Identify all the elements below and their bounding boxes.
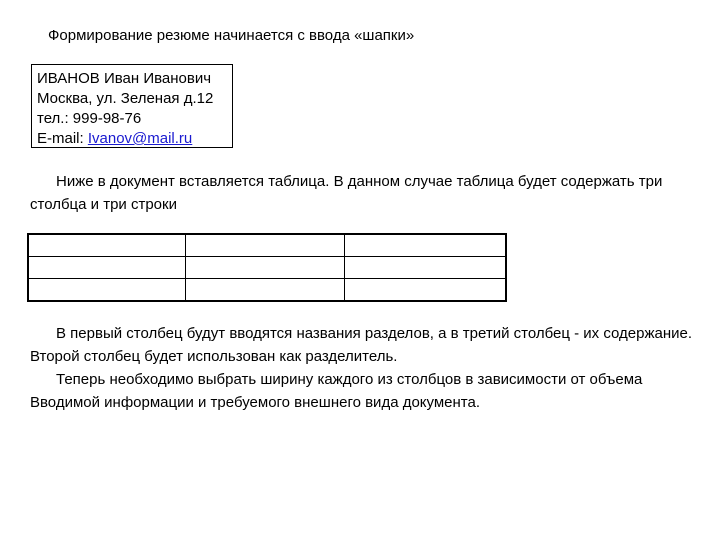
empty-resume-table <box>27 233 507 302</box>
resume-header-box <box>31 64 233 148</box>
table-cell[interactable] <box>28 257 186 279</box>
table-row <box>28 279 506 302</box>
table-intro-paragraph: Ниже в документ вставляется таблица. В данном случае таблица будет содержать три столбца и три строки <box>30 173 663 213</box>
resume-name: ИВАНОВ Иван Иванович <box>37 70 212 87</box>
table-cell[interactable] <box>345 257 507 279</box>
table-cell[interactable] <box>186 257 345 279</box>
table-cell[interactable] <box>186 234 345 257</box>
resume-address: Москва, ул. Зеленая д.12 <box>37 90 214 107</box>
table-cell[interactable] <box>345 279 507 302</box>
resume-email-link[interactable]: Ivanov@mail.ru <box>87 130 193 147</box>
table-cell[interactable] <box>345 234 507 257</box>
page-heading: Формирование резюме начинается с ввода «шапки» <box>48 27 415 44</box>
width-description-paragraph: Теперь необходимо выбрать ширину каждого из столбцов в зависимости от объема Вводимой информации и требуемого внешнего вида документа. <box>30 371 643 411</box>
columns-description-paragraph: В первый столбец будут вводятся названия разделов, а в третий столбец - их содержание. Второй столбец будет использован как разделитель. <box>30 325 692 365</box>
table-cell[interactable] <box>186 279 345 302</box>
resume-email-line <box>37 129 232 149</box>
resume-phone: тел.: 999-98-76 <box>37 110 142 127</box>
resume-email-label: E-mail: <box>37 130 88 147</box>
table-row <box>28 257 506 279</box>
table-row <box>28 234 506 257</box>
table-cell[interactable] <box>28 234 186 257</box>
table-cell[interactable] <box>28 279 186 302</box>
